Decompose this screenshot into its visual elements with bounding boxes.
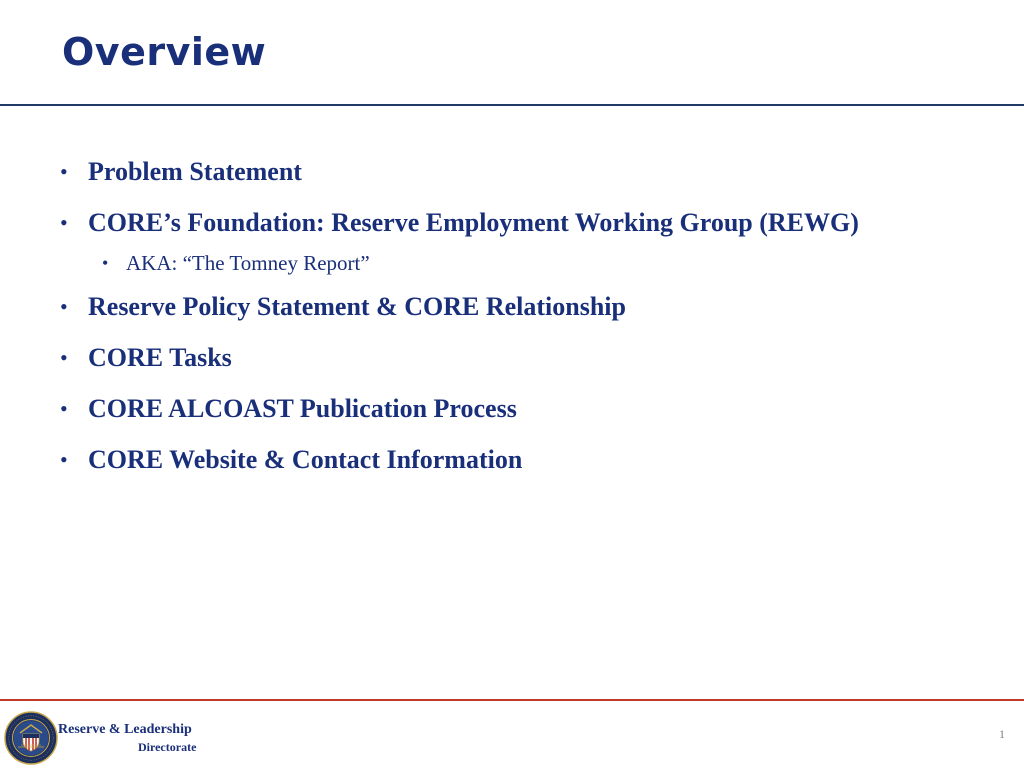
slide-title: Overview	[62, 30, 267, 74]
bullet-item: • CORE’s Foundation: Reserve Employment Working Group (REWG)	[58, 205, 988, 241]
coast-guard-seal-icon	[4, 711, 58, 765]
footer-divider	[0, 699, 1024, 701]
bullet-item: • CORE Tasks	[58, 340, 988, 376]
bullet-list	[58, 154, 988, 493]
bullet-item: • Reserve Policy Statement & CORE Relationship	[58, 289, 988, 325]
bullet-item: • Problem Statement	[58, 154, 988, 190]
title-divider	[0, 104, 1024, 106]
bullet-item: • CORE ALCOAST Publication Process	[58, 391, 988, 427]
sub-bullet-item: • AKA: “The Tomney Report”	[58, 248, 988, 278]
page-number: 1	[999, 727, 1005, 741]
bullet-item: • CORE Website & Contact Information	[58, 442, 988, 478]
org-name-line1: Reserve & Leadership	[58, 722, 192, 737]
org-name-line2: Directorate	[138, 740, 197, 754]
